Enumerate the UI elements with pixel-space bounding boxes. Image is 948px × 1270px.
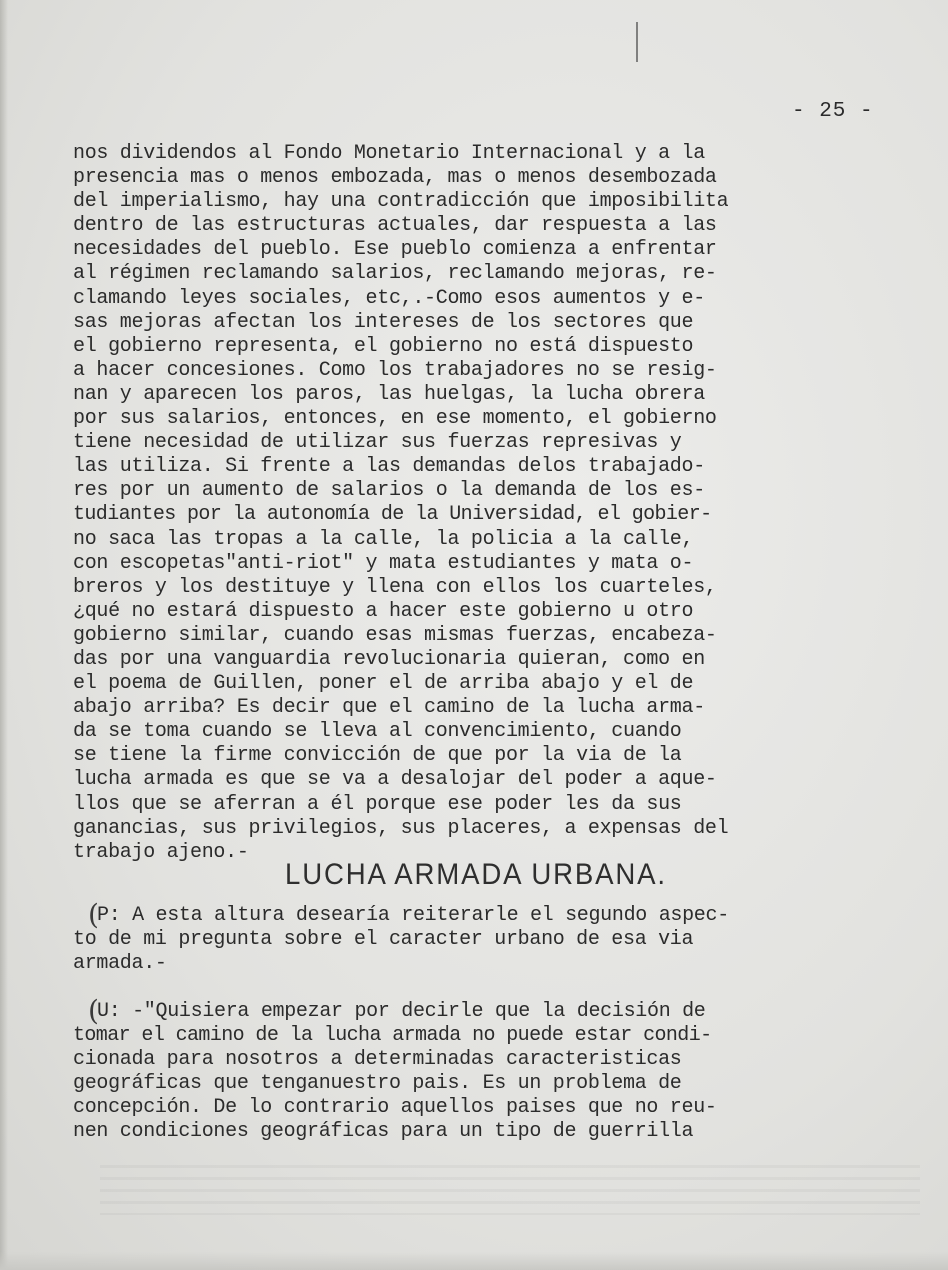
text-line: concepción. De lo contrario aquellos paises que no reu- <box>73 1096 717 1120</box>
binding-shadow <box>0 0 8 1270</box>
text-line: ¿qué no estará dispuesto a hacer este gobierno u otro <box>73 599 694 623</box>
text-line: a hacer concesiones. Como los trabajadores no se resig- <box>73 358 717 382</box>
text-line: trabajo ajeno.- <box>73 840 249 864</box>
fold-mark <box>636 22 638 62</box>
text-line: se tiene la firme convicción de que por la via de la <box>73 744 682 768</box>
page-number: - 25 - <box>792 100 874 123</box>
text-line: sas mejoras afectan los intereses de los sectores que <box>73 310 694 334</box>
bottom-shadow <box>0 1252 948 1270</box>
text-line: el gobierno representa, el gobierno no está dispuesto <box>73 334 694 358</box>
text-line: tiene necesidad de utilizar sus fuerzas represivas y <box>73 431 682 455</box>
bracket-mark: ( <box>88 898 99 931</box>
text-line: las utiliza. Si frente a las demandas delos trabajado- <box>73 455 705 479</box>
text-line: ganancias, sus privilegios, sus placeres, a expensas del <box>73 816 729 840</box>
bracket-mark: ( <box>88 994 99 1027</box>
text-line: el poema de Guillen, poner el de arriba abajo y el de <box>73 672 694 696</box>
text-line: das por una vanguardia revolucionaria quieran, como en <box>73 647 705 671</box>
text-line: gobierno similar, cuando esas mismas fuerzas, encabeza- <box>73 623 717 647</box>
text-line: lucha armada es que se va a desalojar del poder a aque- <box>73 768 717 792</box>
text-line: to de mi pregunta sobre el caracter urbano de esa via <box>73 928 694 952</box>
text-line: dentro de las estructuras actuales, dar respuesta a las <box>73 214 717 238</box>
text-line: clamando leyes sociales, etc,.-Como esos aumentos y e- <box>73 286 705 310</box>
paragraph-main <box>73 142 893 865</box>
paragraph-answer <box>73 1000 893 1145</box>
text-line: nos dividendos al Fondo Monetario Internacional y a la <box>73 142 705 165</box>
text-line: abajo arriba? Es decir que el camino de la lucha arma- <box>73 696 705 720</box>
text-line: armada.- <box>73 952 167 976</box>
text-line: nan y aparecen los paros, las huelgas, la lucha obrera <box>73 382 705 406</box>
text-line: del imperialismo, hay una contradicción que imposibilita <box>73 190 729 214</box>
text-line: P: A esta altura desearía reiterarle el segundo aspec- <box>97 904 729 927</box>
text-line: no saca las tropas a la calle, la policia a la calle, <box>73 527 694 551</box>
bleed-through-texture <box>100 1165 920 1215</box>
text-line: nen condiciones geográficas para un tipo de guerrilla <box>73 1120 694 1144</box>
text-line: da se toma cuando se lleva al convencimiento, cuando <box>73 720 682 744</box>
text-line: tomar el camino de la lucha armada no puede estar condi- <box>73 1024 712 1048</box>
paragraph-question <box>73 904 893 976</box>
text-line: llos que se aferran a él porque ese poder les da sus <box>73 792 682 816</box>
text-line: U: -"Quisiera empezar por decirle que la decisión de <box>97 1000 706 1023</box>
text-line: con escopetas"anti-riot" y mata estudiantes y mata o- <box>73 551 694 575</box>
text-line: cionada para nosotros a determinadas caracteristicas <box>73 1048 682 1072</box>
text-line: breros y los destituye y llena con ellos los cuarteles, <box>73 575 717 599</box>
text-line: res por un aumento de salarios o la demanda de los es- <box>73 479 705 503</box>
text-line: tudiantes por la autonomía de la Universidad, el gobier- <box>73 503 712 527</box>
text-line: necesidades del pueblo. Ese pueblo comienza a enfrentar <box>73 238 717 262</box>
text-line: por sus salarios, entonces, en ese momento, el gobierno <box>73 407 717 431</box>
text-line: geográficas que tenganuestro pais. Es un problema de <box>73 1072 682 1096</box>
handwritten-heading: LUCHA ARMADA URBANA. <box>285 858 667 891</box>
text-line: presencia mas o menos embozada, mas o menos desembozada <box>73 166 717 190</box>
text-line: al régimen reclamando salarios, reclamando mejoras, re- <box>73 262 717 286</box>
